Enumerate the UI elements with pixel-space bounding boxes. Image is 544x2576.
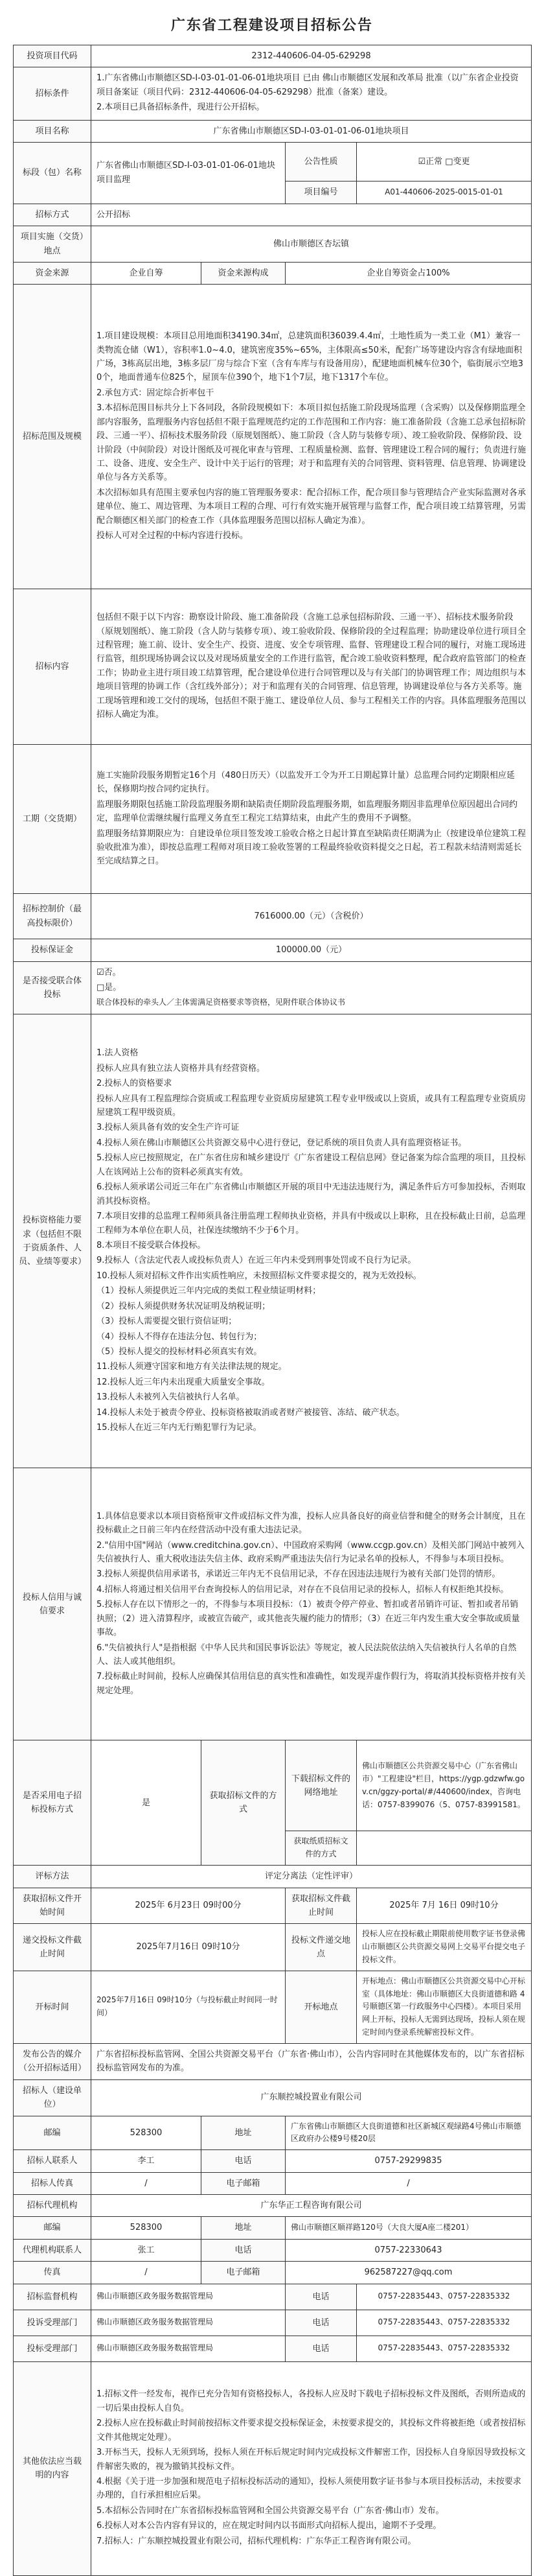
scope-line: 2.承包方式：固定综合折率包干 [96, 388, 214, 398]
scope-line: 本次招标如具有范围主要承包内容的施工管理服务要求：配合招标工作，配合项目参与管理结合产业实际监测对各承建单位、施工、周边管理、为本项目工程的合理、可行有效实施开展管理与监督工作，配合项目竣工结算管理，另需配合顺德区相关部门的检查工作（具体监理服务范围以招标人确定为准）。 [96, 487, 527, 526]
agency-phone-value: 0757-22330643 [286, 2239, 532, 2261]
funds-ratio-value: 企业自筹资金占100% [286, 262, 532, 284]
media-label: 发布公告的媒介（公开招标适用） [14, 2043, 91, 2079]
doc-end-label: 获取招标文件截止时间 [286, 1888, 357, 1924]
integrity-line: 4.招标人将通过相关信用平台查询投标人的信用记录，对存在不良信用记录的投标人，招标人有权拒绝其投标。 [96, 1584, 509, 1595]
other-value [91, 2361, 532, 2575]
project-name-value: 广东省佛山市顺德区SD-I-03-01-01-06-01地块项目 [91, 120, 532, 142]
doc-start-label: 获取招标文件开始时间 [14, 1888, 91, 1924]
notice-table [13, 45, 532, 2576]
qualification-value [91, 1014, 532, 1468]
evaluation-value: 评定分离法（定性评审） [91, 1866, 532, 1888]
approval-line: 1.广东省佛山市顺德区SD-I-03-01-01-06-01地块项目 已由 佛山市顺德区发展和改革局 批准（以广东省企业投资项目备案证（项目代码：2312-440606-04-05-629298）批准（备案）建设。 [96, 73, 519, 97]
supervisor-phone-value: 0757-22835443、0757-22835332 [357, 2284, 532, 2310]
qualification-line: 4.投标人须在佛山市顺德区公共资源交易中心进行登记，登记系统的项目负责人具有监理资格证书。 [96, 1138, 467, 1148]
opening-label: 开标时间 [14, 1971, 91, 2043]
integrity-line: 7.投标截止时间前，投标人应确保其信用信息的真实性和准确性，如发现弄虚作假行为，将取消其投标资格并按有关规定处理。 [96, 1672, 526, 1696]
qualification-line: 5.投标人应已按照规定，在广东省住房和城乡建设厅《广东省建设工程信息网》登记备案为综合监理的项目，且投标人在该网站上公布的资料必须真实有效。 [96, 1153, 526, 1177]
section-code-label: 项目编号 [286, 181, 357, 204]
paper-doc-value [357, 1831, 532, 1866]
dept-phone-value: 0757-22835443、0757-22835332 [357, 2336, 532, 2361]
qualification-line: 13.投标人未被列入失信被执行人名单。 [96, 1392, 245, 1403]
qualification-line: 15.投标人在近三年内无行贿犯罪行为记录。 [96, 1423, 262, 1433]
consortium-value [91, 961, 532, 1014]
complaint-phone-label: 电话 [286, 2310, 357, 2336]
funds-value: 企业自筹 [91, 262, 201, 284]
qualification-line: 6.投标人须承诺公司近三年在广东省佛山市顺德区开展的项目中无违法违规行为，满足条件后方可参加投标，否则取消其投标资格。 [96, 1182, 526, 1206]
integrity-line: 1.具体信息要求以本项目资格预审文件或招标文件为准，投标人应具备良好的商业信誉和健全的财务会计制度，且在投标截止之日前三年内在经营活动中没有重大违法记录。 [96, 1511, 526, 1536]
bid-method-label: 招标方式 [14, 204, 91, 226]
location-value: 佛山市顺德区杏坛镇 [91, 226, 532, 263]
qualification-line: 14.投标人未处于被责令停业、投标资格被取消或者财产被接管、冻结、破产状态。 [96, 1407, 405, 1418]
paper-doc-label: 获取纸质招标文件的方式 [286, 1831, 357, 1866]
doc-method-label: 获取招标文件的方式 [201, 1740, 286, 1866]
tenderer-contact-value: 李工 [91, 2150, 201, 2172]
scope-line: 1.项目建设规模：本项目总用地面积34190.34㎡，总建筑面积36039.4.4㎡，土地性质为一类工业（M1）兼容一类物流仓储（W1），容积率1.0~4.0，建筑密度35%~65%，主体限高≤50米，配套广场等建设内容含有绿地面积广场，3栋高层出地，3栋多层厂房与综合下室（含有车库与有设备用房），配建地面机械车位30个，临街展示空地30个，地面普通车位825个，屋顶车位390个，地下1个7层，地下1317个车位。 [96, 331, 523, 383]
integrity-line: 5.投标人存在以下情形之一的，不得参与本项目投标：（1）被责令停产停业、暂扣或者吊销许可证、暂扣或者吊销执照；（2）进入清算程序，或被宣告破产，或其他丧失履约能力的情形；（3）在近三年内发生重大安全事故或质量事故。 [96, 1600, 520, 1638]
agency-contact-value: 张工 [91, 2239, 201, 2261]
agency-fax-label: 传真 [14, 2262, 91, 2284]
qualification-line: 7.本项目安排的总监理工程师须具备注册监理工程师执业资格，并具有中级或以上职称，且在投标截止日前，总监理工程师为本单位在职人员，社保连续缴纳不少于6个月。 [96, 1212, 526, 1235]
e-bid-label: 是否采用电子招标投标方式 [14, 1740, 91, 1866]
tenderer-addr-value: 广东省佛山市顺德区大良街道德和社区新城区观绿路4号佛山市顺德区政府办公楼9号楼20层 [286, 2116, 532, 2150]
submit-place-label: 投标文件递交地点 [286, 1924, 357, 1971]
project-code-value: 2312-440606-04-05-629298 [91, 45, 532, 67]
qualification-line: 3.投标人须具备有效的安全生产许可证 [96, 1123, 240, 1133]
tenderer-contact-label: 招标人联系人 [14, 2150, 91, 2172]
other-line: 6.投标人对本公告内容有异议的，应在规定时间内以书面形式向招标人提出，逾期不予受理。 [96, 2521, 442, 2531]
doc-start-value: 2025年 6月23日 09时00分 [91, 1888, 286, 1924]
project-name-label: 项目名称 [14, 120, 91, 142]
scope-label: 招标范围及规模 [14, 285, 91, 589]
agency-addr-value: 佛山市顺德区顺祥路120号（大良大厦A座二楼201） [286, 2217, 532, 2239]
content-line: 包括但不限于以下内容：勘察设计阶段、施工准备阶段（含施工总承包招标阶段、三通一平）、招标技术服务阶段（原规划图纸）、施工阶段（含人防与装修专项）、竣工验收阶段、保修阶段的全过程监理；协助建设单位进行项目全过程管理；施工前、设计、安全生产、投资、进度、安全专项管理、监督、管理建设工程合同的履行，对施工现场进行监管，组织现场协调会议以及对现场质量安全的工作进行监管，配合竣工验收资料整理，配合政府监管部门的检查工作；协助业主进行项目竣工结算管理，配合建设单位进行合同管理以及与有关部门的协调管理工作；周边组织与本地项目管理的协调工作（含红线外部分）；对于和监理有关的合同管理、信息管理，协调建设单位与各方关系等。施工现场管理和竣工交付的现场，包括但不限于施工、建设单位人员、参与工程相关工作的内容。具体监理服务范围以招标人确定为准。 [96, 613, 527, 720]
qualification-line: （1）投标人须提供近三年内完成的类似工程业绩证明材料； [96, 1286, 321, 1296]
other-line: 1.招标文件一经发布，视作已充分告知有资格投标人，各投标人应及时下载电子招标投标文件及图纸，否则所造成的一切后果由投标人自负。 [96, 2389, 526, 2413]
other-label: 其他依法应当载明的内容 [14, 2361, 91, 2575]
page-title: 广东省工程建设项目招标公告 [170, 18, 373, 34]
supervisor-phone-label: 电话 [286, 2284, 357, 2310]
media-value: 广东省招标投标监管网、全国公共资源交易平台（广东省·佛山市），公告内容同时在其他媒体发布的，以广东省招标投标监管网发布的为准。 [91, 2043, 532, 2079]
period-value [91, 745, 532, 894]
agency-zip-value: 528300 [91, 2217, 201, 2239]
agency-addr-label: 地址 [201, 2217, 286, 2239]
scope-line: 投标人可对全过程的中标内容进行投标。 [96, 531, 249, 541]
supervisor-value: 佛山市顺德区政务服务数据管理局 [91, 2284, 286, 2310]
funds-ratio-label: 资金来源构成 [201, 262, 286, 284]
agency-label: 招标代理机构 [14, 2194, 91, 2216]
notice-type-label: 公告性质 [286, 143, 357, 181]
agency-zip-label: 邮编 [14, 2217, 91, 2239]
qualification-line: 9.投标人（含法定代表人或投标负责人）在近三年内未受到刑事处罚或不良行为记录。 [96, 1256, 416, 1266]
other-line: 7.招标人：广东顺控城投置业有限公司，招标代理机构：广东华正工程咨询有限公司。 [96, 2536, 416, 2546]
e-bid-value: 是 [91, 1740, 201, 1866]
dept-label: 投标受理部门 [14, 2336, 91, 2361]
tenderer-value: 广东顺控城投置业有限公司 [91, 2079, 532, 2116]
tenderer-label: 招标人（建设单位） [14, 2079, 91, 2116]
period-line: 监理服务结算期限应为：自建设单位项目签发竣工验收合格之日起计算直至缺陷责任期满为止（按建设单位建筑工程验收批准为准），即按总监理工程师对项目竣工验收签署的工程最终验收资料提交之日起，若工程款未结清则需延长至完成结算之日。 [96, 828, 527, 867]
consortium-option-no: ☑否。 [96, 967, 121, 978]
project-code-label: 投资项目代码 [14, 45, 91, 67]
content-label: 招标内容 [14, 589, 91, 745]
qualification-label: 投标资格能力要求（包括但不限于资质条件、人员、业绩等要求） [14, 1014, 91, 1468]
integrity-value [91, 1468, 532, 1740]
tenderer-phone-label: 电话 [201, 2150, 286, 2172]
location-label: 项目实施（交货）地点 [14, 226, 91, 263]
scope-value [91, 285, 532, 589]
tenderer-email-label: 电子邮箱 [201, 2172, 286, 2194]
qualification-line: 投标人应具有独立法人资格并具有经营资格。 [96, 1063, 266, 1073]
agency-value: 广东华正工程咨询有限公司 [91, 2194, 532, 2216]
scope-line: 3.本招标范围目标共分上下各同段，各阶段规模如下：本项目拟包括施工阶段现场监理（含采购）以及保修期监理全部内容服务，监理服务内容包括但不限于监理规范约定的工作范围和工作内容：施工准备阶段（含施工总承包招标阶段、三通一平）、招标技术服务阶段（原规划图纸）、施工阶段（含人防与装修专项）、竣工验收阶段、保修阶段、设计阶段（中间阶段）对设计图纸及可视化审查与管理、工程质量检测、监督、管理建设工程合同的履行；负责进行施工、设备、进度、安全生产、设计中关于运行的管理；对于和监理有关的合同管理、资料管理、信息管理、协调建设单位与各方关系等。 [96, 403, 527, 483]
other-line: 5.本招标公告同时在广东省招标投标监管网和全国公共资源交易平台（广东省·佛山市）发布。 [96, 2505, 444, 2516]
other-line: 2.投标人应在投标截止时间前按招标文件要求提交投标保证金，未按要求提交的，其投标文件将被拒绝（或者按招标文件其他规定处理）。 [96, 2418, 526, 2442]
period-line: 施工实施阶段服务期暂定16个月（480日历天）（以监发开工令为开工日期起算计量）总监理合同约定期限相应延长，保修期均按合同约定执行。 [96, 770, 515, 795]
complaint-value: 佛山市顺德区政务服务数据管理局 [91, 2310, 286, 2336]
dept-phone-label: 电话 [286, 2336, 357, 2361]
qualification-line: 8.本项目不接受联合体投标。 [96, 1240, 206, 1250]
doc-end-value: 2025年 7月 16日 09时10分 [357, 1888, 532, 1924]
section-code-value: A01-440606-2025-0015-01-01 [357, 181, 532, 204]
tenderer-fax-label: 招标人传真 [14, 2172, 91, 2194]
section-value: 广东省佛山市顺德区SD-I-03-01-01-06-01地块项目监理 [91, 143, 286, 204]
approval-line: 2.本项目已具备招标条件，现进行公开招标。 [96, 102, 265, 113]
approval-label: 招标条件 [14, 67, 91, 120]
tenderer-zip-value: 528300 [91, 2116, 201, 2150]
complaint-phone-value: 0757-22835443、0757-22835332 [357, 2310, 532, 2336]
qualification-line: （4）投标人不得存在违法分包、转包行为； [96, 1331, 262, 1342]
deadline-label: 递交投标文件截止时间 [14, 1924, 91, 1971]
section-label: 标段（包）名称 [14, 143, 91, 204]
funds-label: 资金来源 [14, 262, 91, 284]
doc-download-label: 下载招标文件的网络地址 [286, 1740, 357, 1831]
tenderer-phone-value: 0757-29299835 [286, 2150, 532, 2172]
deposit-value: 100000.00（元） [91, 939, 532, 961]
qualification-line: 1.法人资格 [96, 1048, 139, 1059]
integrity-line: 2."信用中国"网站（www.creditchina.gov.cn）、中国政府采购网（www.ccgp.gov.cn）及相关部门网站中被列入失信被执行人、重大税收违法失信主体、政府采购严重违法失信行为记录名单的投标人，不得参与本项目投标。 [96, 1540, 525, 1564]
other-line: 3.开标当天，投标人无须到场，投标人须在开标后规定时间内完成投标文件解密工作，因投标人自身原因导致投标文件解密失败的，视为撤销其投标文件。 [96, 2448, 526, 2472]
tenderer-email-value: / [286, 2172, 532, 2194]
dept-value: 佛山市顺德区政务服务数据管理局 [91, 2336, 286, 2361]
qualification-line: （2）投标人须提供财务状况证明及纳税证明； [96, 1301, 271, 1311]
qualification-line: （5）投标人提交的投标材料必须真实有效。 [96, 1347, 262, 1357]
agency-email-value[interactable]: 962587227@qq.com [286, 2262, 532, 2284]
budget-value: 7616000.00（元）（含税价） [91, 894, 532, 939]
bid-method-value: 公开招标 [91, 204, 532, 226]
notice-type-value: ☑正常 □变更 [357, 143, 532, 181]
agency-contact-label: 代理机构联系人 [14, 2239, 91, 2261]
submit-place-value: 投标人应在投标截止期限前使用数字证书登录佛山市顺德区公共资源交易网上交易平台提交电子投标文件。 [357, 1924, 532, 1971]
integrity-line: 3.投标人须提供信用承诺书，承诺近三年内无不良信用记录，不存在因违法违规行为被有关部门处罚的情形。 [96, 1569, 501, 1580]
doc-download-link[interactable]: 佛山市顺德区公共资源交易中心（广东省佛山市）"工程建设"栏目，https://ygp.gdzwfw.gov.cn/ggzy-portal/#/440600/index，咨询电话：0757-8399076（5、0757-83991581。 [357, 1740, 532, 1831]
other-line: 4.根据《关于进一步加强和规范电子招标投标活动的通知》，投标人须使用数字证书参与本项目投标活动，未按要求办理的，自行承担相应后果。 [96, 2476, 521, 2501]
evaluation-label: 评标方法 [14, 1866, 91, 1888]
integrity-label: 投标人信用与诚信要求 [14, 1468, 91, 1740]
budget-label: 招标控制价（最高投标限价） [14, 894, 91, 939]
period-label: 工期（交货期） [14, 745, 91, 894]
qualification-line: 2.投标人的资格要求 [96, 1079, 172, 1089]
qualification-line: 11.投标人须遵守国家和地方有关法律法规的规定。 [96, 1362, 287, 1372]
content-value [91, 589, 532, 745]
tenderer-zip-label: 邮编 [14, 2116, 91, 2150]
tenderer-addr-label: 地址 [201, 2116, 286, 2150]
opening-value: 2025年7月16日 09时10分（与投标截止时间同一时间） [91, 1971, 286, 2043]
agency-fax-value: / [91, 2262, 201, 2284]
consortium-label: 是否接受联合体投标 [14, 961, 91, 1014]
deadline-value: 2025年7月16日 09时10分 [91, 1924, 286, 1971]
qualification-line: 12.投标人近三年内未出现重大质量安全事故。 [96, 1377, 270, 1387]
opening-place-label: 开标地点 [286, 1971, 357, 2043]
agency-phone-label: 电话 [201, 2239, 286, 2261]
opening-place-value: 开标地点：佛山市顺德区公共资源交易中心开标室（具体地址：佛山市顺德区大良街道德和路 4 号顺德区第一行政服务中心四楼）。本项目采用网上开标，投标人无需到达现场，投标人须在规定时间内登录系统解密投标文件。 [357, 1971, 532, 2043]
period-line: 监理服务期限包括施工阶段监理服务期和缺陷责任期阶段监理服务期，如监理服务期因非监理单位原因超出合同约定，监理单位需继续履行监理义务直至工程完工结算结束，由此产生的费用不予调整。 [96, 799, 518, 824]
approval-value [91, 67, 532, 120]
consortium-option-yes: □是。 [96, 983, 122, 993]
consortium-note: 联合体投标的牵头人／主体需满足资格要求等资格，见附件联合体协议书 [96, 997, 346, 1007]
integrity-line: 6."失信被执行人"是指根据《中华人民共和国民事诉讼法》等规定，被人民法院依法纳入失信被执行人名单的自然人、法人或其他组织。 [96, 1643, 517, 1667]
supervisor-label: 招标监督机构 [14, 2284, 91, 2310]
deposit-label: 投标保证金 [14, 939, 91, 961]
qualification-line: 10.投标人须对招标文件作出实质性响应，未按照招标文件要求提交的，视为无效投标。 [96, 1270, 422, 1281]
agency-email-label: 电子邮箱 [201, 2262, 286, 2284]
qualification-line: （3）投标人需要提交银行资信证明； [96, 1317, 237, 1327]
qualification-line: 投标人应具有工程监理综合资质或工程监理专业资质房屋建筑工程专业甲级或以上资质，或具有工程监理专业资质房屋建筑工程甲级资质。 [96, 1094, 527, 1118]
complaint-label: 投诉受理部门 [14, 2310, 91, 2336]
tenderer-fax-value: / [91, 2172, 201, 2194]
